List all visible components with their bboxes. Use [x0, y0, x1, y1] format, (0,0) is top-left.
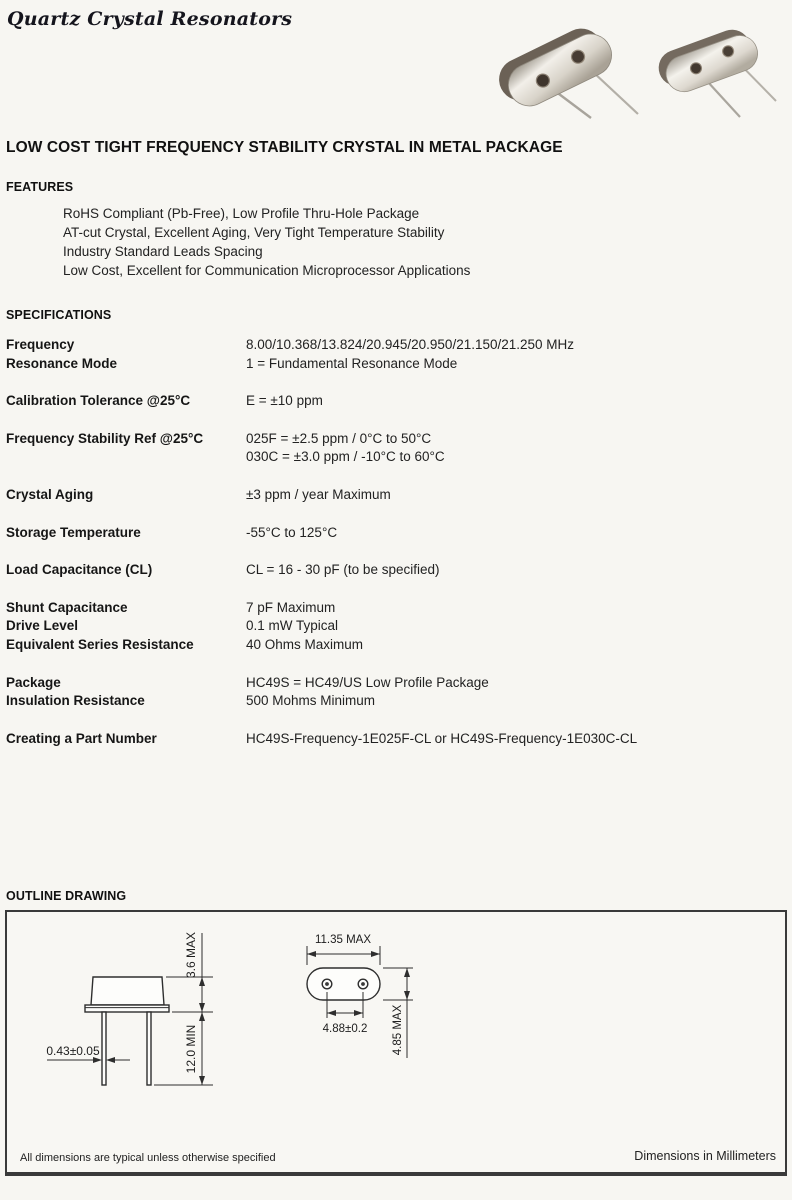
spec-value: E = ±10 ppm: [246, 393, 323, 409]
spec-label: Equivalent Series Resistance: [6, 636, 194, 652]
product-photo: [470, 8, 782, 120]
feature-item: Low Cost, Excellent for Communication Microprocessor Applications: [63, 263, 471, 278]
feature-item: AT-cut Crystal, Excellent Aging, Very Tight Temperature Stability: [63, 225, 445, 240]
spec-value: 0.1 mW Typical: [246, 618, 339, 634]
spec-row: [5, 561, 777, 580]
outline-drawing-heading: OUTLINE DRAWING: [6, 889, 127, 904]
spec-value: HC49S = HC49/US Low Profile Package: [246, 674, 489, 690]
spec-label: Drive Level: [6, 618, 79, 634]
spec-row: [5, 392, 777, 411]
spec-label: Calibration Tolerance @25°C: [6, 393, 191, 409]
dim-label-lead-spacing: 4.88±0.2: [322, 1023, 368, 1036]
outline-note-left: All dimensions are typical unless otherwise specified: [20, 1152, 276, 1165]
dim-label-body-height: 3.6 MAX: [184, 932, 198, 979]
spec-row: [5, 692, 777, 711]
spec-row: [5, 599, 777, 618]
spec-value: 025F = ±2.5 ppm / 0°C to 50°C: [246, 430, 432, 446]
spec-value: 500 Mohms Minimum: [246, 693, 376, 709]
spec-group: [5, 486, 777, 505]
crystal-resonators-photo-icon: [470, 8, 782, 120]
spec-value: -55°C to 125°C: [246, 524, 338, 540]
spec-label: Frequency: [6, 337, 75, 352]
spec-label: Load Capacitance (CL): [6, 562, 153, 578]
dim-label-body-width: 11.35 MAX: [314, 934, 372, 947]
outline-drawing-box: [5, 910, 787, 1176]
features-list: [5, 204, 777, 280]
dim-label-lead-diameter: 0.43±0.05: [46, 1044, 100, 1059]
page-title: Quartz Crystal Resonators: [7, 8, 293, 30]
spec-label: Storage Temperature: [6, 524, 141, 540]
spec-group: [5, 336, 777, 373]
spec-row: [5, 430, 777, 449]
spec-value: HC49S-Frequency-1E025F-CL or HC49S-Frequency-1E030C-CL: [246, 730, 638, 746]
spec-label: [5, 448, 246, 467]
spec-label: Frequency Stability Ref @25°C: [6, 430, 204, 446]
spec-value: 8.00/10.368/13.824/20.945/20.950/21.150/21.250 MHz: [246, 337, 575, 352]
side-view-body: [91, 977, 164, 1005]
main-heading: LOW COST TIGHT FREQUENCY STABILITY CRYSTAL IN METAL PACKAGE: [6, 139, 563, 156]
spec-label: Creating a Part Number: [6, 730, 157, 746]
spec-value: ±3 ppm / year Maximum: [246, 486, 391, 502]
spec-label: Insulation Resistance: [6, 693, 145, 709]
spec-label: Package: [6, 674, 61, 690]
spec-row: [5, 636, 777, 655]
spec-label: Shunt Capacitance: [6, 599, 128, 615]
side-view-lead-left: [102, 1012, 106, 1085]
spec-value: 030C = ±3.0 ppm / -10°C to 60°C: [246, 449, 445, 465]
spec-row: [5, 486, 777, 505]
crystal-top-view-drawing: [299, 926, 449, 1068]
spec-value: 7 pF Maximum: [246, 599, 336, 615]
specifications-heading: SPECIFICATIONS: [6, 308, 112, 322]
spec-value: 40 Ohms Maximum: [246, 636, 364, 652]
side-view-lead-right: [147, 1012, 151, 1085]
spec-value: 1 = Fundamental Resonance Mode: [246, 355, 458, 371]
spec-group: [5, 561, 777, 580]
spec-group: [5, 599, 777, 655]
spec-row: [5, 524, 777, 543]
crystal-side-view-drawing: [29, 919, 279, 1097]
spec-group: [5, 674, 777, 711]
dim-label-body-depth: 4.85 MAX: [392, 1005, 404, 1056]
spec-group: [5, 524, 777, 543]
dim-label-lead-length: 12.0 MIN: [184, 1024, 198, 1074]
side-view-base: [85, 1005, 169, 1012]
spec-group: [5, 392, 777, 411]
feature-item: RoHS Compliant (Pb-Free), Low Profile Thru-Hole Package: [63, 206, 420, 221]
spec-row: [5, 674, 777, 693]
spec-label: Resonance Mode: [6, 355, 118, 371]
spec-row: [5, 730, 777, 749]
top-view-body: [307, 968, 380, 1000]
spec-value: CL = 16 - 30 pF (to be specified): [246, 562, 440, 578]
spec-group: [5, 730, 777, 749]
feature-item: Industry Standard Leads Spacing: [63, 244, 263, 259]
spec-row: [5, 336, 777, 355]
spec-row: [5, 448, 777, 467]
features-heading: FEATURES: [6, 180, 74, 194]
specifications-table: [5, 336, 777, 748]
spec-row: [5, 355, 777, 374]
spec-row: [5, 617, 777, 636]
spec-label: Crystal Aging: [6, 486, 94, 502]
spec-group: [5, 430, 777, 467]
outline-note-right: Dimensions in Millimeters: [634, 1149, 776, 1164]
